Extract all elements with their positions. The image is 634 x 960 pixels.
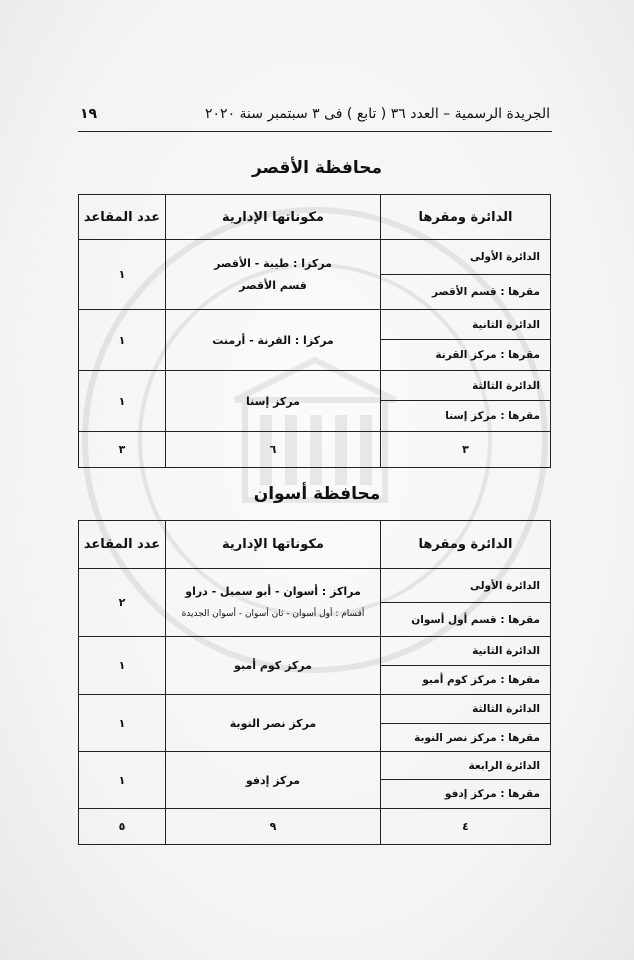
column-header: الدائرة ومقرها — [381, 195, 551, 240]
district-hq: مقرها : مركز إدفو — [381, 780, 551, 809]
components-cell — [166, 240, 381, 310]
table-row — [79, 752, 551, 780]
table-row — [79, 371, 551, 401]
column-header: مكوناتها الإدارية — [166, 195, 381, 240]
total-components: ٦ — [166, 432, 381, 468]
district-hq: مقرها : قسم أول أسوان — [381, 603, 551, 637]
district-hq: مقرها : مركز القرنة — [381, 340, 551, 371]
district-name: الدائرة الثالثة — [381, 695, 551, 724]
district-name: الدائرة الأولى — [381, 569, 551, 603]
table-header-row — [79, 195, 551, 240]
aswan-table — [78, 520, 551, 845]
table-row — [79, 637, 551, 666]
column-header: مكوناتها الإدارية — [166, 521, 381, 569]
components-line: قسم الأقصر — [239, 278, 307, 292]
district-hq: مقرها : قسم الأقصر — [381, 275, 551, 310]
district-name: الدائرة الثالثة — [381, 371, 551, 401]
column-header: عدد المقاعد — [79, 521, 166, 569]
table-row — [79, 240, 551, 275]
components-cell: مركز كوم أمبو — [166, 637, 381, 695]
components-line: مراكز : أسوان - أبو سمبل - دراو — [185, 584, 361, 598]
district-name: الدائرة الرابعة — [381, 752, 551, 780]
seats-cell: ٢ — [79, 569, 166, 637]
components-cell — [166, 569, 381, 637]
header-title: الجريدة الرسمية – العدد ٣٦ ( تابع ) فى ٣ سبتمبر سنة ٢٠٢٠ — [205, 106, 550, 122]
table-row — [79, 310, 551, 340]
components-cell: مركزا : القرنة - أرمنت — [166, 310, 381, 371]
aswan-title: محافظة أسوان — [253, 484, 381, 504]
column-header: الدائرة ومقرها — [381, 521, 551, 569]
seats-cell: ١ — [79, 695, 166, 752]
components-cell: مركز إسنا — [166, 371, 381, 432]
luxor-table — [78, 194, 551, 468]
seats-cell: ١ — [79, 310, 166, 371]
header-divider — [78, 131, 552, 132]
totals-row — [79, 432, 551, 468]
total-seats: ٥ — [79, 809, 166, 845]
district-hq: مقرها : مركز نصر النوبة — [381, 724, 551, 752]
seats-cell: ١ — [79, 371, 166, 432]
table-header-row — [79, 521, 551, 569]
district-hq: مقرها : مركز كوم أمبو — [381, 666, 551, 695]
column-header: عدد المقاعد — [79, 195, 166, 240]
seats-cell: ١ — [79, 752, 166, 809]
luxor-title: محافظة الأقصر — [251, 158, 383, 178]
totals-row — [79, 809, 551, 845]
page-header — [80, 106, 550, 130]
table-row — [79, 569, 551, 603]
total-seats: ٣ — [79, 432, 166, 468]
district-name: الدائرة الأولى — [381, 240, 551, 275]
district-name: الدائرة الثانية — [381, 310, 551, 340]
components-line: أقسام : أول أسوان - ثان أسوان - أسوان الجديدة — [181, 608, 365, 619]
page-number: ١٩ — [80, 106, 98, 122]
seats-cell: ١ — [79, 240, 166, 310]
total-components: ٩ — [166, 809, 381, 845]
total-districts: ٣ — [381, 432, 551, 468]
components-line: مركزا : طيبة - الأقصر — [214, 256, 332, 270]
table-row — [79, 695, 551, 724]
seats-cell: ١ — [79, 637, 166, 695]
district-hq: مقرها : مركز إسنا — [381, 401, 551, 432]
components-cell: مركز نصر النوبة — [166, 695, 381, 752]
district-name: الدائرة الثانية — [381, 637, 551, 666]
components-cell: مركز إدفو — [166, 752, 381, 809]
total-districts: ٤ — [381, 809, 551, 845]
